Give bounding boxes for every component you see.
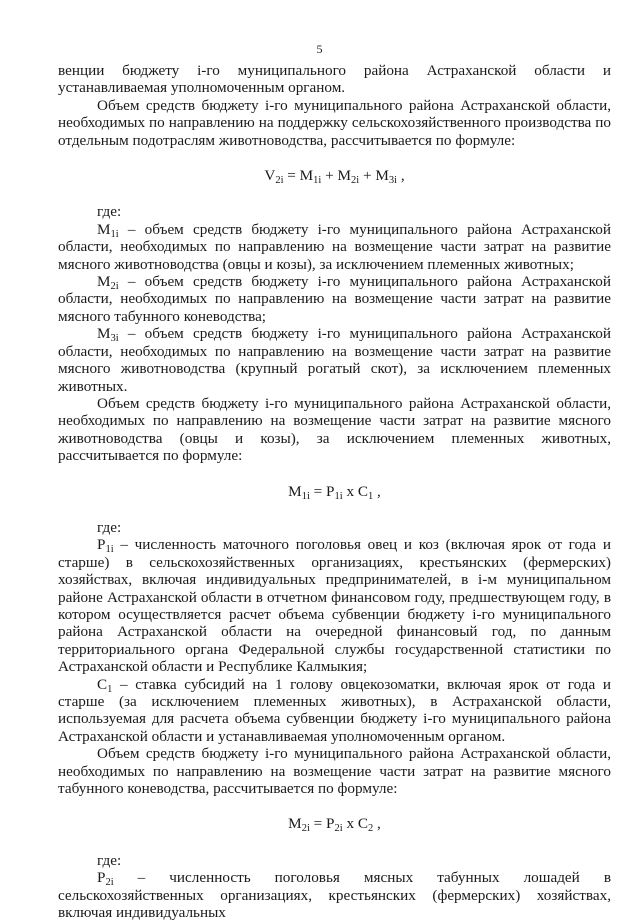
formula-m2: $M_{2i} = P_{2i}$ x $C_2$ , xyxy=(288,815,381,835)
formula-v2: $V_{2i} = M_{1i} + M_{2i} + M_{3i}$ , xyxy=(264,167,405,187)
paragraph-intro-m1: Объем средств бюджету i-го муниципального района Астраханской области, необходимых по направлению на возмещение части затрат на развитие мясного животноводства (овцы и козы), за исключением племенных животных, рассчитывается по формуле: xyxy=(58,394,611,465)
where-label: где: xyxy=(97,851,122,869)
formula-m1: $M_{1i} = P_{1i}$ x $C_1$ , xyxy=(288,482,381,502)
definition-m3: $M_{3i}$ – объем средств бюджету i-го муниципального района Астраханской области, необходимых по направлению на возмещение части затрат на развитие мясного животноводства (крупный рогатый скот), за исключением племенных животных. xyxy=(58,325,611,395)
where-label: где: xyxy=(97,203,122,221)
where-label: где: xyxy=(97,518,122,536)
document-body xyxy=(58,62,611,921)
definition-m1: $M_{1i}$ – объем средств бюджету i-го муниципального района Астраханской области, необходимых по направлению на возмещение части затрат на развитие мясного животноводства (овцы и козы), за исключением племенных животных; xyxy=(58,220,611,273)
paragraph-intro-m2: Объем средств бюджету i-го муниципального района Астраханской области, необходимых по направлению на возмещение части затрат на развитие мясного табунного коневодства, рассчитывается по формуле: xyxy=(58,745,611,798)
page-number: 5 xyxy=(316,42,323,56)
definition-m2: $M_{2i}$ – объем средств бюджету i-го муниципального района Астраханской области, необходимых по направлению на возмещение части затрат на развитие мясного табунного коневодства; xyxy=(58,273,611,325)
definition-c1: $C_1$ – ставка субсидий на 1 голову овцекозоматки, включая ярок от года и старше (за исключением племенных животных), в Астраханской области, используемая для расчета объема субвенции бюджету i-го муниципального района Астраханской области и устанавливаемая уполномоченным органом. xyxy=(58,675,611,745)
definition-p2: $P_{2i}$ – численность поголовья мясных табунных лошадей в сельскохозяйственных организациях, крестьянских (фермерских) хозяйствах, включая индивидуальных xyxy=(58,869,611,921)
definition-p1: $P_{1i}$ – численность маточного поголовья овец и коз (включая ярок от года и старше) в сельскохозяйственных организациях, крестьянских (фермерских) хозяйствах, включая индивидуальных предпринимателей, в i-м муниципальном районе Астраханской области в отчетном финансовом году, предшествующем году, в котором осуществляется расчет объема субвенции бюджету i-го муниципального района Астраханской области на очередной финансовый год, по данным территориального органа Федеральной службы государственной статистики по Астраханской области и Республике Калмыкия; xyxy=(58,536,611,676)
paragraph-continuation: венции бюджету i-го муниципального района Астраханской области и устанавливаемая уполномоченным органом. xyxy=(58,62,611,97)
paragraph-intro-v2: Объем средств бюджету i-го муниципального района Астраханской области, необходимых по направлению на поддержку сельскохозяйственного производства по отдельным подотраслям животноводства, рассчитывается по формуле: xyxy=(58,96,611,149)
